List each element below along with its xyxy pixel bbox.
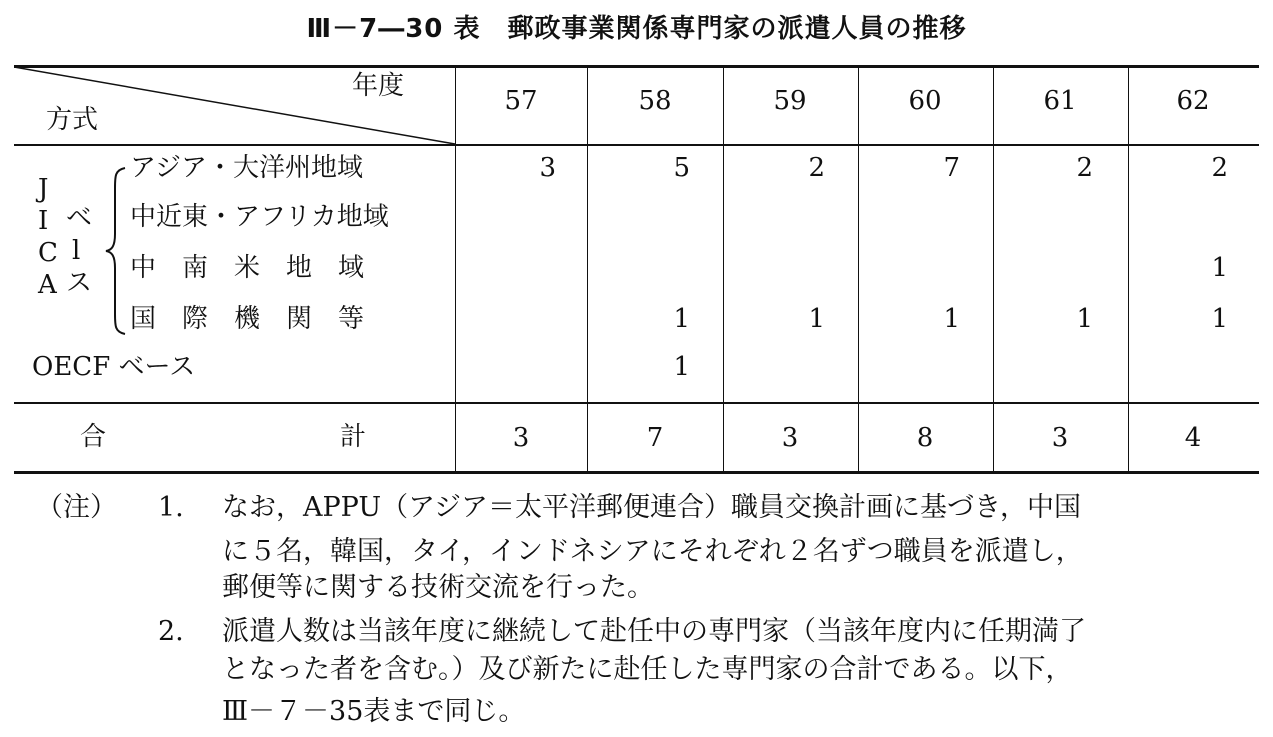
table-cell: 1 (808, 304, 825, 334)
note-line: 派遣人数は当該年度に継続して赴任中の専門家（当該年度内に任期満了 (222, 616, 1086, 647)
note-line: Ⅲ－７－35表まで同じ。 (222, 696, 526, 727)
year-header: 57 (504, 86, 538, 116)
table-cell: 1 (1211, 304, 1228, 334)
col-divider (858, 67, 859, 472)
note-number: 2. (158, 616, 184, 647)
header-method-label: 方式 (46, 105, 99, 135)
row-label: 中 南 米 地 域 (130, 253, 365, 283)
col-divider (723, 67, 724, 472)
col-divider (993, 67, 994, 472)
table-cell: 1 (673, 304, 690, 334)
notes-prefix: （注） (36, 492, 117, 523)
row-label: アジア・大洋州地域 (130, 153, 363, 183)
total-cell: 3 (781, 423, 799, 453)
col-divider (1128, 67, 1129, 472)
note-number: 1. (158, 492, 184, 523)
table-title: Ⅲ－7―30 表 郵政事業関係専門家の派遣人員の推移 (306, 14, 967, 44)
year-header: 58 (638, 86, 672, 116)
header-year-label: 年度 (352, 71, 405, 101)
row-label: 中近東・アフリカ地域 (130, 202, 389, 232)
year-header: 62 (1176, 86, 1210, 116)
table-cell: 2 (808, 153, 825, 183)
table-cell: 3 (539, 153, 556, 183)
note-line: となった者を含む。）及び新たに赴任した専門家の合計である。以下， (222, 654, 1073, 685)
year-header: 59 (773, 86, 807, 116)
total-cell: 4 (1184, 423, 1202, 453)
group-letter: l (72, 236, 81, 266)
total-cell: 3 (1051, 423, 1069, 453)
group-letter: I (38, 206, 49, 236)
body-bottom-rule (14, 402, 1259, 404)
table-cell: 1 (673, 352, 690, 382)
group-letter: ベ (66, 203, 93, 233)
year-header: 61 (1043, 86, 1077, 116)
table-cell: 2 (1211, 153, 1228, 183)
group-letter: ス (66, 268, 93, 298)
total-cell: 7 (646, 423, 664, 453)
table-cell: 5 (673, 153, 690, 183)
note-line: 郵便等に関する技術交流を行った。 (222, 572, 654, 603)
table-cell: 1 (943, 304, 960, 334)
total-label: 合 (80, 422, 107, 452)
col-divider (587, 67, 588, 472)
group-brace (103, 166, 131, 336)
year-header: 60 (908, 86, 942, 116)
table-bottom-rule (14, 471, 1259, 474)
group-letter: J (38, 174, 49, 204)
group-letter: A (38, 270, 57, 300)
row-label: OECF ベース (32, 352, 196, 382)
table-cell: 7 (943, 153, 960, 183)
note-line: に５名，韓国，タイ，インドネシアにそれぞれ２名ずつ職員を派遣し， (222, 536, 1083, 567)
total-label: 計 (340, 422, 367, 452)
total-cell: 3 (512, 423, 530, 453)
table-cell: 2 (1076, 153, 1093, 183)
table-cell: 1 (1076, 304, 1093, 334)
total-cell: 8 (916, 423, 934, 453)
row-label: 国 際 機 関 等 (130, 304, 365, 334)
group-letter: C (38, 238, 58, 268)
table-cell: 1 (1211, 253, 1228, 283)
note-line: なお，APPU（アジア＝太平洋郵便連合）職員交換計画に基づき，中国 (222, 492, 1081, 523)
